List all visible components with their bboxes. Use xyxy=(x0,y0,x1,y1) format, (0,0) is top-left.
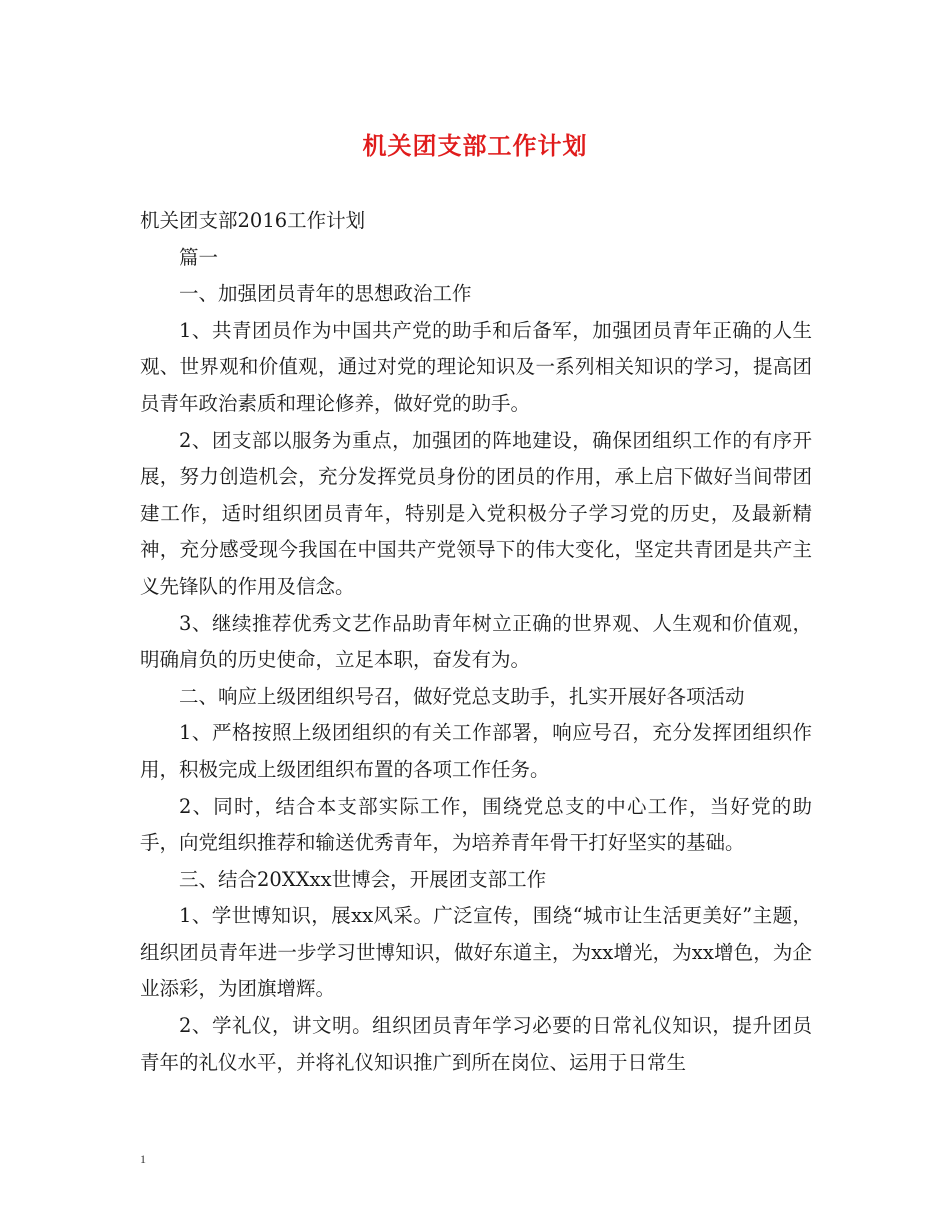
document-subtitle: 机关团支部2016工作计划 xyxy=(140,209,366,232)
paragraph-section-label: 篇一 xyxy=(179,245,219,269)
paragraph-3-1: 1、学世博知识，展xx风采。广泛宣传，围绕“城市让生活更美好”主题，组织团员青年进一步学习世博知识，做好东道主，为xx增光，为xx增色，为企业添彩，为团旗增辉。 xyxy=(140,904,812,1001)
paragraph-2-2: 2、同时，结合本支部实际工作，围绕党总支的中心工作，当好党的助手，向党组织推荐和输送优秀青年，为培养青年骨干打好坚实的基础。 xyxy=(140,794,812,855)
document-body xyxy=(140,203,812,1081)
paragraph-1-1: 1、共青团员作为中国共产党的助手和后备军，加强团员青年正确的人生观、世界观和价值观，通过对党的理论知识及一系列相关知识的学习，提高团员青年政治素质和理论修养，做好党的助手。 xyxy=(140,318,812,415)
paragraph-1-2: 2、团支部以服务为重点，加强团的阵地建设，确保团组织工作的有序开展，努力创造机会，充分发挥党员身份的团员的作用，承上启下做好当间带团建工作，适时组织团员青年，特别是入党积极分子学习党的历史，及最新精神，充分感受现今我国在中国共产党领导下的伟大变化，坚定共青团是共产主义先锋队的作用及信念。 xyxy=(140,428,812,598)
page-number: 1 xyxy=(140,1152,146,1166)
document-title: 机关团支部工作计划 xyxy=(362,131,588,160)
paragraph-heading-1: 一、加强团员青年的思想政治工作 xyxy=(179,282,472,306)
paragraph-1-3: 3、继续推荐优秀文艺作品助青年树立正确的世界观、人生观和价值观，明确肩负的历史使命，立足本职，奋发有为。 xyxy=(140,611,812,672)
paragraph-2-1: 1、严格按照上级团组织的有关工作部署，响应号召，充分发挥团组织作用，积极完成上级团组织布置的各项工作任务。 xyxy=(140,721,812,781)
paragraph-heading-2: 二、响应上级团组织号召，做好党总支助手，扎实开展好各项活动 xyxy=(179,684,745,708)
paragraph-3-2: 2、学礼仪，讲文明。组织团员青年学习必要的日常礼仪知识，提升团员青年的礼仪水平，并将礼仪知识推广到所在岗位、运用于日常生 xyxy=(140,1014,812,1074)
paragraph-heading-3: 三、结合20XXxx世博会，开展团支部工作 xyxy=(179,867,547,891)
